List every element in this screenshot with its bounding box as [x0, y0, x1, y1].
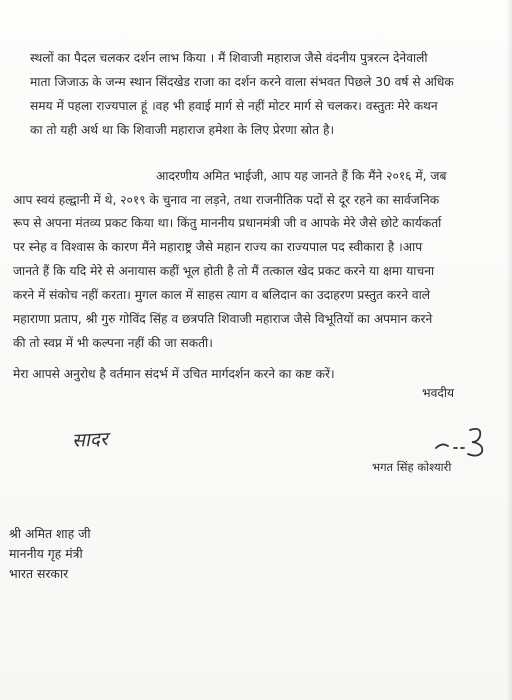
para1-line-1: स्थलों का पैदल चलकर दर्शन लाभ किया । मैं शिवाजी महाराज जैसे वंदनीय पुत्ररत्न देनेवाली — [30, 51, 428, 65]
page-edge-shadow — [506, 0, 512, 700]
recipient-line-2: माननीय गृह मंत्री — [9, 546, 83, 561]
request-line: मेरा आपसे अनुरोध है वर्तमान संदर्भ में उचित मार्गदर्शन करने का कष्ट करें। — [13, 367, 335, 381]
para1-line-2: माता जिजाऊ के जन्म स्थान सिंदखेड राजा का दर्शन करने वाला संभवत पिछले 30 वर्ष से अधिक — [30, 75, 454, 89]
recipient-line-1: श्री अमित शाह जी — [9, 526, 91, 541]
para2-line-8: की तो स्वप्न में भी कल्पना नहीं की जा सकती। — [13, 336, 213, 350]
para2-line-6: करने में संकोच नहीं करता। मुगल काल में साहस त्याग व बलिदान का उदाहरण प्रस्तुत करने वाले — [13, 288, 431, 302]
para2-line-1: आदरणीय अमित भाईजी, आप यह जानते हैं कि मैंने २०१६ में, जब — [156, 169, 447, 183]
para2-line-7: महाराणा प्रताप, श्री गुरु गोविंद सिंह व छत्रपति शिवाजी महाराज जैसे विभूतियों का अपमान करने — [13, 312, 433, 326]
signature-mark — [430, 420, 492, 460]
para1-line-3: समय में पहला राज्यपाल हूं ।वह भी हवाई मार्ग से नहीं मोटर मार्ग से चलकर। वस्तुतः मेरे कथन — [30, 99, 438, 113]
closing-text: भवदीय — [422, 386, 455, 400]
para2-line-3: रूप से अपना मंतव्य प्रकट किया था। किंतु माननीय प्रधानमंत्री जी व आपके मेरे जैसे छोटे कार्यकर्ता — [13, 216, 442, 230]
signature-name: भगत सिंह कोश्यारी — [372, 460, 452, 474]
sadar-handwritten: सादर — [71, 428, 109, 452]
para2-line-4: पर स्नेह व विश्वास के कारण मैंने महाराष्ट्र जैसे महान राज्य का राज्यपाल पद स्वीकारा है ।आप — [13, 240, 423, 254]
recipient-line-3: भारत सरकार — [9, 566, 69, 581]
para2-line-5: जानते हैं कि यदि मेरे से अनायास कहीं भूल होती है तो मैं तत्काल खेद प्रकट करने या क्षमा याचना — [13, 264, 435, 278]
para2-line-2: आप स्वयं हल्द्वानी में थे, २०१९ के चुनाव ना लड़ने, तथा राजनीतिक पदों से दूर रहने का सार्वजनिक — [13, 193, 440, 207]
para1-line-4: का तो यही अर्थ था कि शिवाजी महाराज हमेशा के लिए प्रेरणा स्रोत है। — [30, 123, 335, 137]
